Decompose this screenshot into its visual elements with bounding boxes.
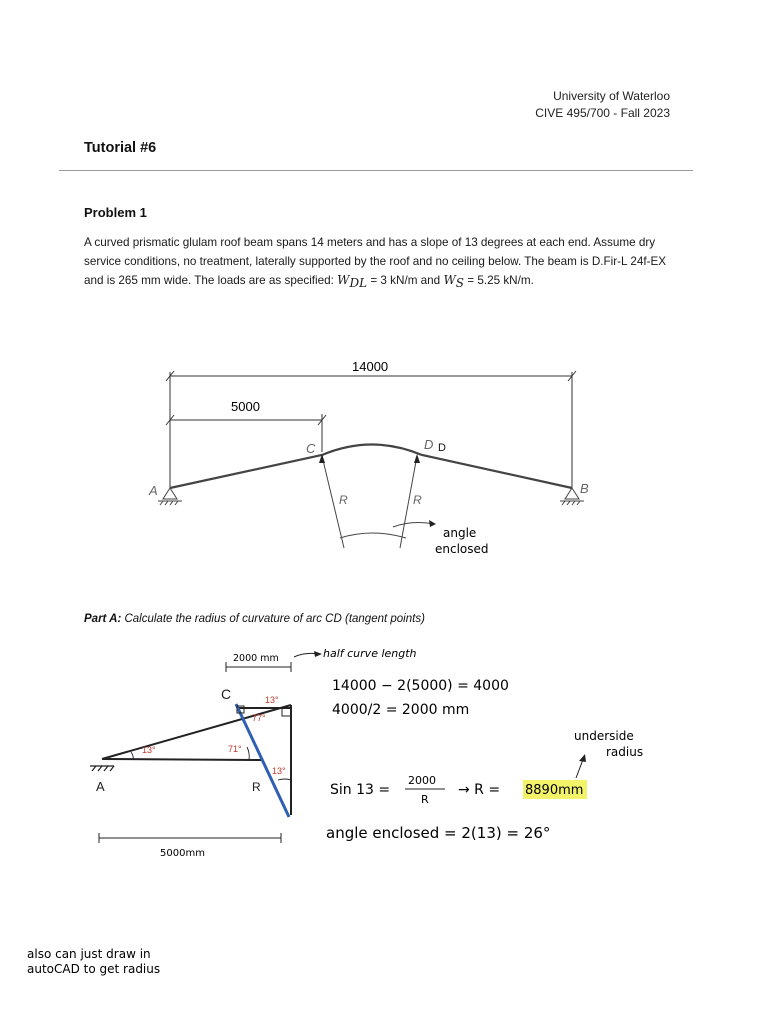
sin-numerator: 2000 xyxy=(408,774,436,787)
problem-title: Problem 1 xyxy=(84,205,147,220)
r-result-prefix: → R = xyxy=(458,782,501,798)
angle-note-line2: enclosed xyxy=(435,542,489,556)
calc-line-1: 14000 − 2(5000) = 4000 xyxy=(332,678,509,694)
angle-13-top: 13° xyxy=(265,695,279,705)
point-a-label: A xyxy=(149,483,158,498)
sin-equation-lhs: Sin 13 = xyxy=(330,782,391,798)
angle-13-base: 13° xyxy=(142,745,156,755)
ws-symbol: W xyxy=(443,273,456,287)
radius-label-right: R xyxy=(413,493,422,507)
point-d-typed-label: D xyxy=(438,442,446,454)
footnote-line2: autoCAD to get radius xyxy=(27,962,161,976)
half-length-arrow xyxy=(314,651,322,657)
half-curve-note: half curve length xyxy=(323,647,417,660)
r-result-value: 8890mm xyxy=(525,783,584,798)
part-a-text: Calculate the radius of curvature of arc CD (tangent points) xyxy=(121,613,425,625)
angle-13-right: 13° xyxy=(272,766,286,776)
tutorial-title: Tutorial #6 xyxy=(84,140,157,156)
underside-arrow xyxy=(579,754,586,762)
part-a-label: Part A: xyxy=(84,613,122,625)
span-dimension-label: 14000 xyxy=(352,359,389,374)
wdl-value: = 3 kN/m and xyxy=(367,274,444,287)
point-d-label: D xyxy=(424,437,434,452)
underside-note-line2: radius xyxy=(606,745,644,759)
ws-value: = 5.25 kN/m. xyxy=(464,274,534,287)
underside-note-line1: underside xyxy=(574,729,634,743)
top-dimension-label: 2000 mm xyxy=(233,653,279,664)
wdl-symbol: W xyxy=(337,273,350,287)
sketch-point-r: R xyxy=(252,780,261,794)
wdl-subscript: DL xyxy=(349,276,368,291)
sketch-support-a xyxy=(90,766,114,771)
angle-71: 71° xyxy=(228,744,242,754)
point-c-label: C xyxy=(306,441,316,456)
radius-label-left: R xyxy=(339,493,348,507)
sketch-point-a: A xyxy=(96,779,105,794)
bottom-dimension-label: 5000mm xyxy=(160,848,205,859)
course-code: CIVE 495/700 - Fall 2023 xyxy=(535,106,670,120)
ws-subscript: S xyxy=(455,276,465,291)
angle-enclosed-line: angle enclosed = 2(13) = 26° xyxy=(326,824,551,842)
calc-line-2: 4000/2 = 2000 mm xyxy=(332,702,470,718)
point-b-label: B xyxy=(580,481,589,496)
university-name: University of Waterloo xyxy=(553,89,670,103)
problem-text: A curved prismatic glulam roof beam spans 14 meters and has a slope of 13 degrees at each end. Assume dry service conditions, no treatment, laterally supported by the roof and no ceiling below. The beam is D.Fir-L 24f-EX and is 265 mm wide. The loads are as specified: xyxy=(84,236,667,287)
angle-77: 77° xyxy=(252,713,266,723)
angle-note-line1: angle xyxy=(443,526,477,540)
sketch-point-c: C xyxy=(221,686,232,702)
sin-denominator: R xyxy=(421,793,429,806)
left-dimension-label: 5000 xyxy=(231,399,260,414)
footnote-line1: also can just draw in xyxy=(27,947,151,961)
